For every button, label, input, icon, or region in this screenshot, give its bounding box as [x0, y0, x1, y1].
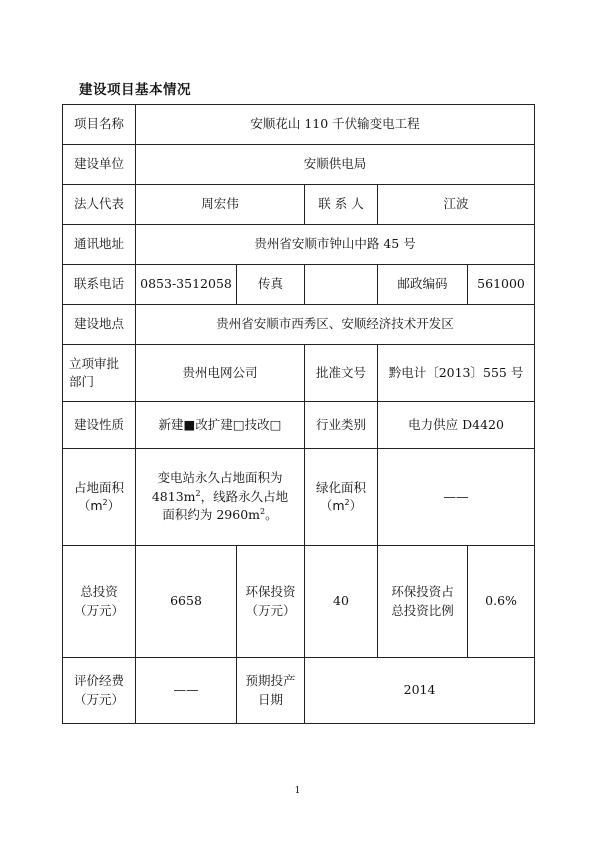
expected-date-label-line2: 日期 [257, 691, 283, 707]
table-row [63, 402, 535, 449]
area-label-line1: 占地面积 [73, 479, 124, 495]
evaluation-fee-label [63, 658, 136, 724]
env-investment-label-line1: 环保投资 [245, 584, 296, 600]
approval-doc-label: 批准文号 [305, 345, 378, 402]
nature-value: 新建■改扩建□技改□ [136, 402, 305, 449]
fax-value [305, 265, 378, 305]
site-label: 建设地点 [63, 305, 136, 345]
contact-value: 江波 [378, 185, 535, 225]
project-name-value: 安顺花山 110 千伏输变电工程 [136, 105, 535, 145]
section-title: 建设项目基本情况 [79, 82, 191, 98]
area-value-part2: ，线路永久占地面积约为 2960m [162, 488, 289, 523]
table-row [63, 145, 535, 185]
construction-unit-value: 安顺供电局 [136, 145, 535, 185]
green-area-label-line1: 绿化面积 [315, 479, 366, 495]
approval-doc-value: 黔电计〔2013〕555 号 [378, 345, 535, 402]
env-ratio-label-line1: 环保投资占 [391, 584, 454, 600]
table-row [63, 265, 535, 305]
industry-label: 行业类别 [305, 402, 378, 449]
area-value-sup1: 2 [195, 488, 201, 498]
contact-label: 联 系 人 [305, 185, 378, 225]
evaluation-fee-label-line2: （万元） [73, 691, 124, 707]
legal-rep-value: 周宏伟 [136, 185, 305, 225]
area-value-part3: 。 [265, 507, 278, 523]
construction-unit-label: 建设单位 [63, 145, 136, 185]
total-investment-label-line2: （万元） [73, 602, 124, 618]
table-row [63, 546, 535, 658]
env-ratio-label [378, 546, 468, 658]
table-row [63, 345, 535, 402]
approval-label-line2: 部门 [69, 374, 95, 389]
table-row [63, 305, 535, 345]
page-number: 1 [294, 786, 301, 796]
expected-date-label [237, 658, 305, 724]
area-value-sup2: 2 [260, 507, 266, 517]
table-row [63, 185, 535, 225]
approval-label [63, 345, 136, 402]
green-area-label-unit-suffix: ） [349, 498, 363, 513]
area-label [63, 449, 136, 546]
area-label-unit-prefix: （m [77, 498, 103, 513]
postcode-value: 561000 [468, 265, 535, 305]
project-name-label: 项目名称 [63, 105, 136, 145]
green-area-label-unit-prefix: （m [319, 498, 345, 513]
green-area-value: —— [378, 449, 535, 546]
legal-rep-label: 法人代表 [63, 185, 136, 225]
evaluation-fee-label-line1: 评价经费 [73, 673, 124, 689]
area-label-unit-sup: 2 [102, 497, 108, 507]
approval-label-line1: 立项审批 [69, 355, 120, 371]
area-value-part1: 变电站永久占地面积为 4813m [151, 469, 283, 504]
total-investment-value: 6658 [136, 546, 237, 658]
phone-value: 0853-3512058 [136, 265, 237, 305]
env-ratio-value: 0.6% [468, 546, 535, 658]
address-value: 贵州省安顺市钟山中路 45 号 [136, 225, 535, 265]
area-label-unit-suffix: ） [107, 498, 121, 513]
expected-date-value: 2014 [305, 658, 535, 724]
table-row [63, 225, 535, 265]
env-investment-label [237, 546, 305, 658]
env-investment-value: 40 [305, 546, 378, 658]
env-investment-label-line2: （万元） [245, 602, 296, 618]
fax-label: 传真 [237, 265, 305, 305]
evaluation-fee-value: —— [136, 658, 237, 724]
address-label: 通讯地址 [63, 225, 136, 265]
table-row [63, 658, 535, 724]
green-area-label [305, 449, 378, 546]
expected-date-label-line1: 预期投产 [245, 673, 296, 689]
site-value: 贵州省安顺市西秀区、安顺经济技术开发区 [136, 305, 535, 345]
project-info-table [62, 104, 535, 724]
total-investment-label [63, 546, 136, 658]
table-row [63, 105, 535, 145]
table-row [63, 449, 535, 546]
total-investment-label-line1: 总投资 [80, 584, 118, 600]
phone-label: 联系电话 [63, 265, 136, 305]
area-value [136, 449, 305, 546]
postcode-label: 邮政编码 [378, 265, 468, 305]
approval-value: 贵州电网公司 [136, 345, 305, 402]
green-area-label-unit-sup: 2 [344, 497, 350, 507]
nature-label: 建设性质 [63, 402, 136, 449]
env-ratio-label-line2: 总投资比例 [391, 602, 454, 618]
industry-value: 电力供应 D4420 [378, 402, 535, 449]
